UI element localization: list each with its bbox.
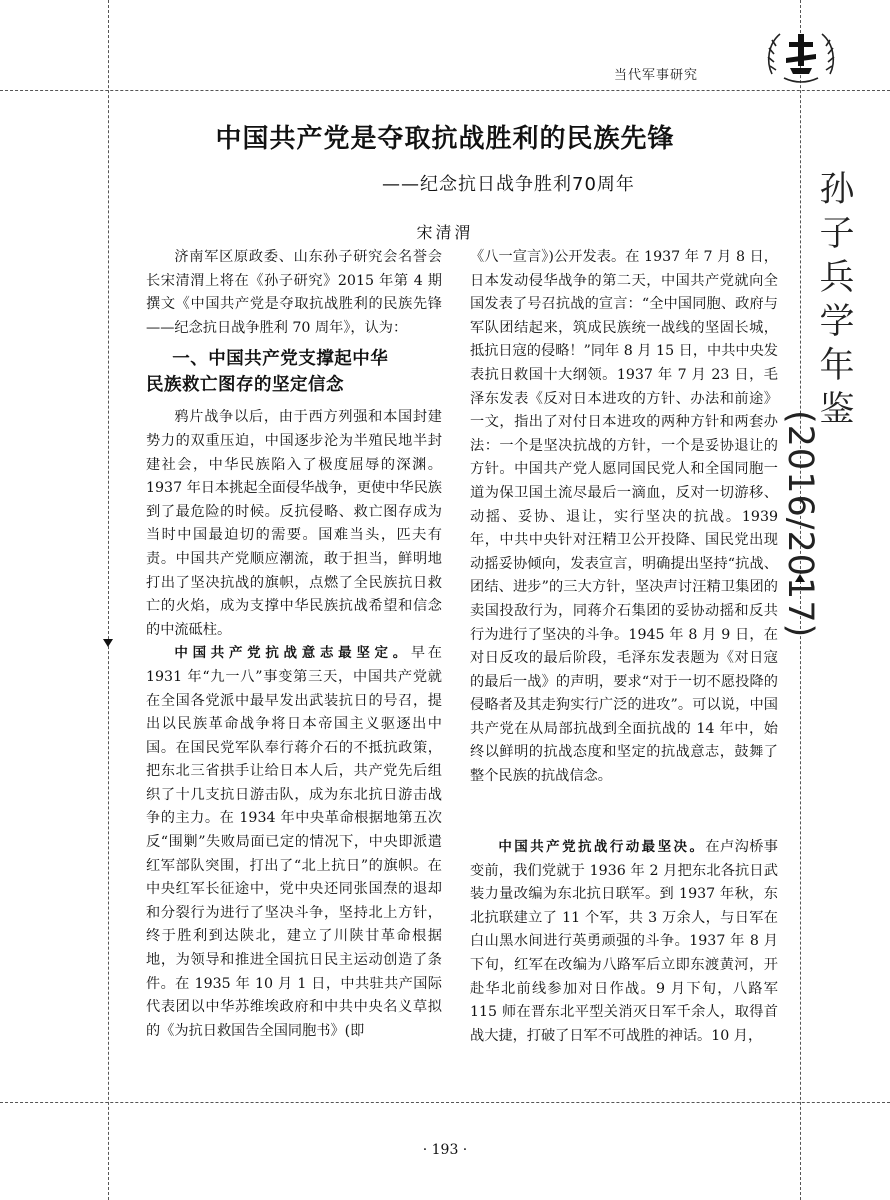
paragraph-text: 早在 1931 年“九一八”事变第三天，中国共产党就在全国各党派中最早发出武装抗日的号召，提出以民族革命战争将日本帝国主义驱逐出中国。在国民党军队奉行蒋介石的不抵抗政策，把东北三省拱手让给日本人后，共产党先后组织了十几支抗日游击队，成为东北抗日游击战争的主力。在 1934 年中央革命根据地第五次反“围剿”失败局面已定的情况下，中央即派遣红军部队突围，打出了“北上抗日”的旗帜。在中央红军长征途中，党中央还同张国焘的退却和分裂行为进行了坚决斗争，坚持北上方针，终于胜利到达陕北，建立了川陕甘革命根据地，为领导和推进全国抗日民主运动创造了条件。在 1935 年 10 月 1 日，中共驻共产国际代表团以中华苏维埃政府和中共中央名义草拟的《为抗日救国告全国同胞书》(即: [146, 645, 442, 1039]
book-title-char: 孙: [819, 170, 857, 210]
section-heading: [146, 346, 442, 398]
right-column-text: [470, 246, 778, 1044]
book-year: (2016/2017): [780, 410, 820, 639]
section-heading-line: 民族救亡图存的坚定信念: [146, 375, 344, 396]
article-author: 宋清渭: [416, 223, 474, 242]
paragraph-text-tail: 《八一宣言》)公开发表。在 1937 年 7 月 8 日，日本发动侵华战争的第二天，中国共产党就向全国发表了号召抗战的宣言：“全中国同胞、政府与军队团结起来，筑成民族统一战线的坚固长城，抵抗日寇的侵略！”同年 8 月 15 日，中共中央发表抗日救国十大纲领。1937 年 7 月 23 日，毛泽东发表《反对日本进攻的方针、办法和前途》一文，指出了对付日本进攻的两种方针和两套办法：一个是坚决抗战的方针，一个是妥协退让的方针。中国共产党人愿同国民党人和全国同胞一道为保卫国土流尽最后一滴血，反对一切游移、动摇、妥协、退让，实行坚决的抗战。1939 年，中共中央针对汪精卫公开投降、国民党出现动摇妥协倾向，发表宣言，明确提出坚持“抗战、团结、进步”的三大方针，坚决声讨汪精卫集团的卖国投敌行为，同蒋介石集团的妥协动摇和反共行为进行了坚决的斗争。1945 年 8 月 9 日，在对日反攻的最后阶段，毛泽东发表题为《对日寇的最后一战》的声明，要求“对于一切不愿投降的侵略者及其走狗实行广泛的进攻”。可以说，中国共产党在从局部抗战到全面抗战的 14 年中，始终以鲜明的抗战态度和坚定的抗战意志，鼓舞了整个民族的抗战信念。: [470, 249, 778, 785]
article-title: 中国共产党是夺取抗战胜利的民族先锋: [215, 124, 675, 154]
body-paragraph: [470, 836, 778, 1122]
body-paragraph: 鸦片战争以后，由于西方列强和本国封建势力的双重压迫，中国逐步沦为半殖民地半封建社会，中华民族陷入了极度屈辱的深渊。1937 年日本挑起全面侵华战争，更使中华民族到了最危险的时候。反抗侵略、救亡图存成为当时中国最迫切的需要。国难当头，匹夫有责。中国共产党顺应潮流，敢于担当，鲜明地打出了坚决抗战的旗帜，点燃了全民族抗日救亡的火焰，成为支撑中华民族抗战希望和信念的中流砥柱。: [146, 409, 442, 638]
page-number: · 193 ·: [422, 1142, 468, 1158]
article-subtitle: ——纪念抗日战争胜利70周年: [382, 174, 635, 195]
book-title-char: 年: [819, 346, 857, 386]
book-title-char: 兵: [819, 258, 857, 298]
body-paragraph-continued: [470, 246, 778, 836]
paragraph-text: 在卢沟桥事变前，我们党就于 1936 年 2 月把东北各抗日武装力量改编为东北抗日联军。到 1937 年秋，东北抗联建立了 11 个军，共 3 万余人，与日军在白山黑水间进行英勇顽强的斗争。1937 年 8 月下旬，红军在改编为八路军后立即东渡黄河，开赴华北前线参加对日作战。9 月下旬，八路军 115 师在晋东北平型关消灭日军千余人，取得首战大捷，打破了日军不可战胜的神话。10 月，: [470, 839, 778, 1044]
intro-paragraph: 济南军区原政委、山东孙子研究会名誉会长宋清渭上将在《孙子研究》2015 年第 4 期撰文《中国共产党是夺取抗战胜利的民族先锋——纪念抗日战争胜利 70 周年》，认为：: [146, 249, 442, 336]
top-margin-line: [0, 90, 890, 91]
left-column: [146, 246, 442, 1090]
paragraph-lead: 中国共产党抗战行动最坚决。: [498, 839, 706, 855]
left-marker-icon: [103, 639, 113, 647]
book-title-char: 学: [819, 302, 857, 342]
running-head: 当代军事研究: [614, 68, 699, 83]
book-title-char: 鉴: [819, 390, 857, 430]
yearbook-logo-icon: [762, 24, 840, 88]
left-margin-line: [108, 0, 109, 1200]
book-title-char: 子: [819, 214, 857, 254]
paragraph-lead: 中国共产党抗战意志最坚定。: [174, 645, 411, 662]
section-heading-line: 一、中国共产党支撑起中华: [172, 349, 389, 370]
book-title-vertical: [808, 168, 868, 432]
body-paragraph: [146, 642, 442, 1090]
